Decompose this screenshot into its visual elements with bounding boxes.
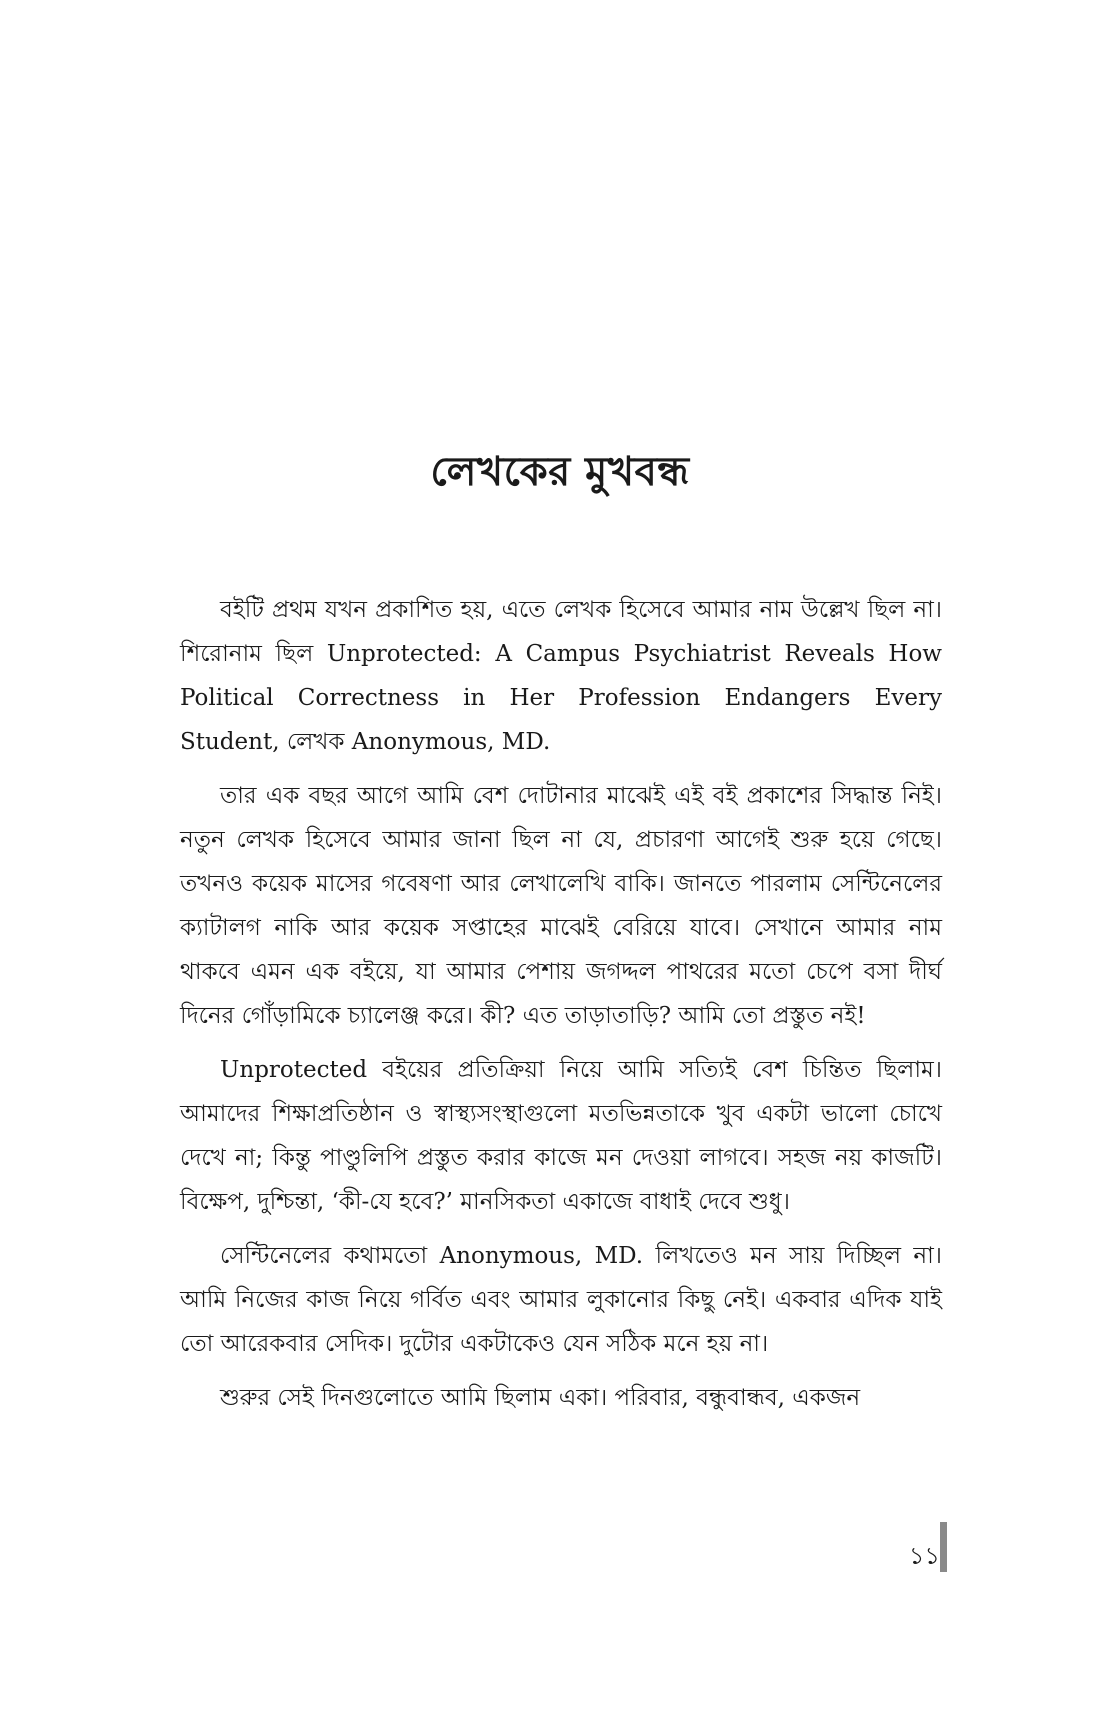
- paragraph: বইটি প্রথম যখন প্রকাশিত হয়, এতে লেখক হিসেবে আমার নাম উল্লেখ ছিল না। শিরোনাম ছিল Unprotected: A Campus Psychiatrist Reveals How Political Correctness in Her Profession Endangers Every Student, লেখক Anonymous, MD.: [180, 597, 942, 755]
- paragraph: Unprotected বইয়ের প্রতিক্রিয়া নিয়ে আমি সত্যিই বেশ চিন্তিত ছিলাম। আমাদের শিক্ষাপ্রতিষ্ঠান ও স্বাস্থ্যসংস্থাগুলো মতভিন্নতাকে খুব একটা ভালো চোখে দেখে না; কিন্তু পাণ্ডুলিপি প্রস্তুত করার কাজে মন দেওয়া লাগবে। সহজ নয় কাজটি। বিক্ষেপ, দুশ্চিন্তা, ‘কী-যে হবে?’ মানসিকতা একাজে বাধাই দেবে শুধু।: [180, 1057, 942, 1215]
- paragraph: সেন্টিনেলের কথামতো Anonymous, MD. লিখতেও মন সায় দিচ্ছিল না। আমি নিজের কাজ নিয়ে গর্বিত এবং আমার লুকানোর কিছু নেই। একবার এদিক যাই তো আরেকবার সেদিক। দুটোর একটাকেও যেন সঠিক মনে হয় না।: [180, 1243, 942, 1357]
- paragraph: তার এক বছর আগে আমি বেশ দোটানার মাঝেই এই বই প্রকাশের সিদ্ধান্ত নিই। নতুন লেখক হিসেবে আমার জানা ছিল না যে, প্রচারণা আগেই শুরু হয়ে গেছে। তখনও কয়েক মাসের গবেষণা আর লেখালেখি বাকি। জানতে পারলাম সেন্টিনেলের ক্যাটালগ নাকি আর কয়েক সপ্তাহের মাঝেই বেরিয়ে যাবে। সেখানে আমার নাম থাকবে এমন এক বইয়ে, যা আমার পেশায় জগদ্দল পাথরের মতো চেপে বসা দীর্ঘ দিনের গোঁড়ামিকে চ্যালেঞ্জ করে। কী? এত তাড়াতাড়ি? আমি তো প্রস্তুত নই!: [180, 783, 942, 1029]
- page-number: ১১: [908, 1542, 940, 1570]
- chapter-title: লেখকের মুখবন্ধ: [430, 448, 690, 495]
- page-edge-bar: [940, 1522, 947, 1572]
- body-text: [180, 588, 942, 1430]
- paragraph: শুরুর সেই দিনগুলোতে আমি ছিলাম একা। পরিবার, বন্ধুবান্ধব, একজন: [220, 1385, 861, 1411]
